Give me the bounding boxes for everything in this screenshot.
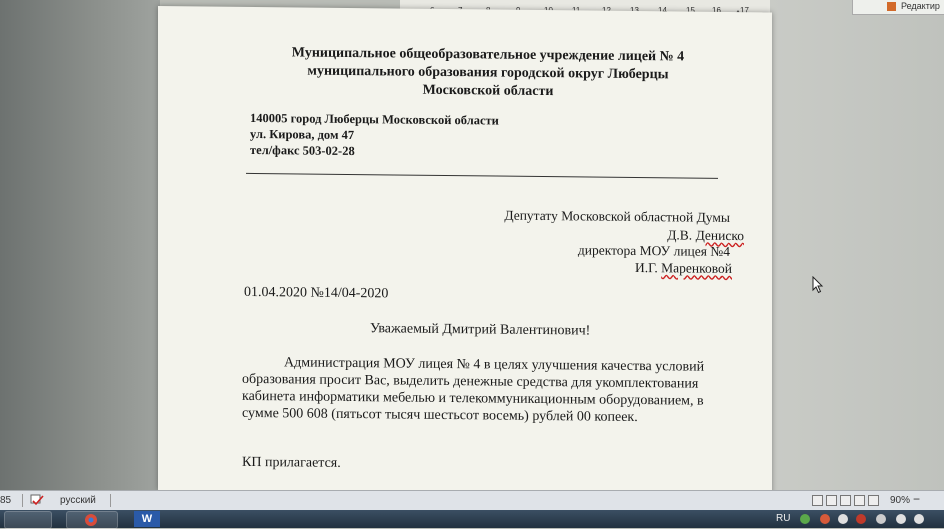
recipient-initials: Д.В. bbox=[667, 227, 696, 243]
tray-app-icon[interactable] bbox=[820, 514, 830, 524]
workspace-left bbox=[0, 0, 160, 490]
taskbar-word-button[interactable]: W bbox=[134, 511, 160, 527]
paragraph-line-2: образования просит Вас, выделить денежные средства для укомплектования bbox=[242, 371, 699, 392]
outline-view-icon[interactable] bbox=[854, 495, 865, 506]
paragraph-line-4: сумме 500 608 (пятьсот тысяч шестьсот восемь) рублей 00 копеек. bbox=[242, 405, 638, 426]
tray-language[interactable]: RU bbox=[776, 513, 791, 524]
language-indicator[interactable]: русский bbox=[60, 495, 96, 506]
browser-icon bbox=[83, 513, 99, 527]
status-separator bbox=[110, 494, 111, 507]
header-line-1: Муниципальное общеобразовательное учреждение лицей № 4 bbox=[291, 45, 685, 65]
editing-icon bbox=[887, 2, 896, 11]
sender-initials: И.Г. bbox=[635, 259, 662, 276]
status-bar bbox=[0, 490, 944, 511]
ruler-number: 17 bbox=[740, 6, 749, 15]
tray-volume-icon[interactable] bbox=[914, 514, 924, 524]
tray-power-icon[interactable] bbox=[896, 514, 906, 524]
full-screen-view-icon[interactable] bbox=[826, 495, 837, 506]
paragraph-line-3: кабинета информатики мебелью и телекоммуникационным оборудованием, в bbox=[242, 388, 704, 409]
address-line-1: 140005 город Люберцы Московской области bbox=[250, 110, 499, 128]
date-number: 01.04.2020 №14/04-2020 bbox=[244, 284, 389, 302]
tray-network-icon[interactable] bbox=[876, 514, 886, 524]
header-line-2: муниципального образования городской округ Люберцы bbox=[307, 63, 669, 83]
paragraph-line-1: Администрация МОУ лицея № 4 в целях улучшения качества условий bbox=[284, 355, 705, 375]
editing-panel[interactable] bbox=[852, 0, 944, 15]
view-buttons[interactable] bbox=[812, 495, 882, 507]
tray-app-icon[interactable] bbox=[856, 514, 866, 524]
salutation: Уважаемый Дмитрий Валентинович! bbox=[370, 321, 591, 339]
sender-surname: Маренковой bbox=[661, 260, 732, 277]
header-line-3: Московской области bbox=[422, 82, 554, 100]
ruler-number: 16 bbox=[712, 6, 721, 15]
zoom-level[interactable]: 90% bbox=[890, 495, 911, 506]
spellcheck-icon[interactable] bbox=[30, 494, 44, 506]
taskbar-browser-button[interactable] bbox=[66, 511, 118, 529]
ruler-number: 15 bbox=[686, 6, 695, 15]
tray-app-icon[interactable] bbox=[838, 514, 848, 524]
taskbar-folder-button[interactable] bbox=[4, 511, 52, 529]
workspace-right bbox=[770, 0, 944, 490]
mouse-pointer-icon bbox=[812, 276, 824, 294]
page-indicator[interactable]: 85 bbox=[0, 495, 12, 506]
taskbar bbox=[0, 510, 944, 528]
recipient-line-3: директора МОУ лицея №4 bbox=[577, 242, 730, 259]
document-page[interactable] bbox=[158, 6, 772, 496]
print-layout-view-icon[interactable] bbox=[812, 495, 823, 506]
recipient-surname: Дениско bbox=[695, 227, 744, 244]
recipient-line-1: Депутату Московской областной Думы bbox=[504, 207, 730, 225]
web-layout-view-icon[interactable] bbox=[840, 495, 851, 506]
recipient-line-4 bbox=[312, 257, 732, 277]
status-separator bbox=[22, 494, 23, 507]
header-divider bbox=[246, 173, 718, 179]
editing-label: Редактир bbox=[901, 1, 940, 11]
address-line-3: тел/факс 503-02-28 bbox=[250, 142, 355, 159]
tray-app-icon[interactable] bbox=[800, 514, 810, 524]
draft-view-icon[interactable] bbox=[868, 495, 879, 506]
zoom-out-button[interactable]: − bbox=[913, 492, 921, 506]
address-line-2: ул. Кирова, дом 47 bbox=[250, 126, 355, 143]
attachment-note: КП прилагается. bbox=[242, 454, 341, 471]
